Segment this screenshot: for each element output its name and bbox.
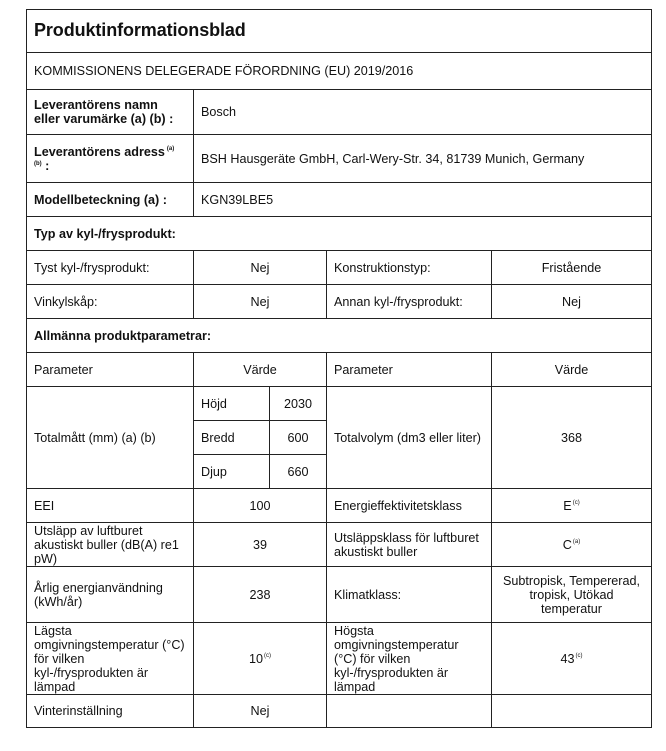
model-label: Modellbeteckning (a) : bbox=[27, 183, 194, 217]
noise-emission-value: 39 bbox=[194, 523, 327, 567]
params-header-row bbox=[27, 353, 652, 387]
supplier-address-label-tail: : bbox=[45, 158, 50, 173]
value-column-header: Värde bbox=[194, 353, 327, 387]
supplier-address-note-a: (a) bbox=[166, 146, 175, 153]
max-ambient-temp-label: Högsta omgivningstemperatur (°C) för vilken kyl-/frysprodukten är lämpad bbox=[327, 623, 492, 695]
supplier-address-value: BSH Hausgeräte GmbH, Carl-Wery-Str. 34, 81739 Munich, Germany bbox=[194, 135, 652, 183]
noise-class-value: C bbox=[562, 537, 572, 552]
winter-setting-label: Vinterinställning bbox=[27, 695, 194, 728]
winter-setting-value: Nej bbox=[194, 695, 327, 728]
min-ambient-temp-note: (c) bbox=[264, 653, 271, 660]
height-label: Höjd bbox=[194, 387, 270, 421]
max-ambient-temp-note: (c) bbox=[575, 653, 583, 660]
noise-class-label: Utsläppsklass för luftburet akustiskt buller bbox=[327, 523, 492, 567]
silent-value: Nej bbox=[194, 251, 327, 285]
noise-emission-label: Utsläpp av luftburet akustiskt buller (dB(A) re1 pW) bbox=[27, 523, 194, 567]
noise-class-note: (a) bbox=[572, 539, 581, 546]
total-volume-value: 368 bbox=[492, 387, 652, 489]
energy-class-cell bbox=[492, 489, 652, 523]
total-volume-label: Totalvolym (dm3 eller liter) bbox=[327, 387, 492, 489]
max-ambient-temp-value: 43 bbox=[560, 651, 575, 666]
noise-class-cell bbox=[492, 523, 652, 567]
regulation-text: KOMMISSIONENS DELEGERADE FÖRORDNING (EU) 2019/2016 bbox=[34, 64, 414, 78]
value-column-header: Värde bbox=[492, 353, 652, 387]
width-value: 600 bbox=[270, 421, 327, 455]
min-ambient-temp-cell bbox=[194, 623, 327, 695]
min-ambient-temp-label: Lägsta omgivningstemperatur (°C) för vilken kyl-/frysprodukten är lämpad bbox=[27, 623, 194, 695]
annual-energy-value: 238 bbox=[194, 567, 327, 623]
dimensions-label: Totalmått (mm) (a) (b) bbox=[27, 387, 194, 489]
other-appliance-value: Nej bbox=[492, 285, 652, 319]
annual-energy-label: Årlig energianvändning (kWh/år) bbox=[27, 567, 194, 623]
width-label: Bredd bbox=[194, 421, 270, 455]
type-row bbox=[27, 285, 652, 319]
min-ambient-temp-value: 10 bbox=[248, 651, 263, 666]
sheet-title-cell bbox=[27, 10, 652, 53]
params-section-heading: Allmänna produktparametrar: bbox=[27, 319, 652, 353]
climate-class-label: Klimatklass: bbox=[327, 567, 492, 623]
eei-value: 100 bbox=[194, 489, 327, 523]
model-value: KGN39LBE5 bbox=[194, 183, 652, 217]
product-information-sheet bbox=[26, 9, 652, 728]
param-column-header: Parameter bbox=[27, 353, 194, 387]
type-row bbox=[27, 251, 652, 285]
supplier-address-label-text: Leverantörens adress bbox=[34, 144, 165, 159]
depth-value: 660 bbox=[270, 455, 327, 489]
wine-storage-value: Nej bbox=[194, 285, 327, 319]
eei-label: EEI bbox=[27, 489, 194, 523]
sheet-title: Produktinformationsblad bbox=[34, 20, 246, 40]
energy-class-note: (c) bbox=[572, 500, 580, 507]
supplier-address-label bbox=[27, 135, 194, 183]
supplier-address-note-b: (b) bbox=[34, 160, 42, 167]
depth-label: Djup bbox=[194, 455, 270, 489]
max-ambient-temp-cell bbox=[492, 623, 652, 695]
empty-cell bbox=[492, 695, 652, 728]
other-appliance-label: Annan kyl-/frysprodukt: bbox=[327, 285, 492, 319]
type-section-heading: Typ av kyl-/frysprodukt: bbox=[27, 217, 652, 251]
energy-class-label: Energieffektivitetsklass bbox=[327, 489, 492, 523]
supplier-name-value: Bosch bbox=[194, 90, 652, 135]
construction-type-label: Konstruktionstyp: bbox=[327, 251, 492, 285]
climate-class-value: Subtropisk, Tempererad, tropisk, Utökad temperatur bbox=[492, 567, 652, 623]
wine-storage-label: Vinkylskåp: bbox=[27, 285, 194, 319]
silent-label: Tyst kyl-/frysprodukt: bbox=[27, 251, 194, 285]
regulation-cell bbox=[27, 53, 652, 90]
param-column-header: Parameter bbox=[327, 353, 492, 387]
supplier-name-label: Leverantörens namn eller varumärke (a) (b) : bbox=[27, 90, 194, 135]
energy-class-value: E bbox=[563, 498, 572, 513]
empty-cell bbox=[327, 695, 492, 728]
height-value: 2030 bbox=[270, 387, 327, 421]
construction-type-value: Fristående bbox=[492, 251, 652, 285]
